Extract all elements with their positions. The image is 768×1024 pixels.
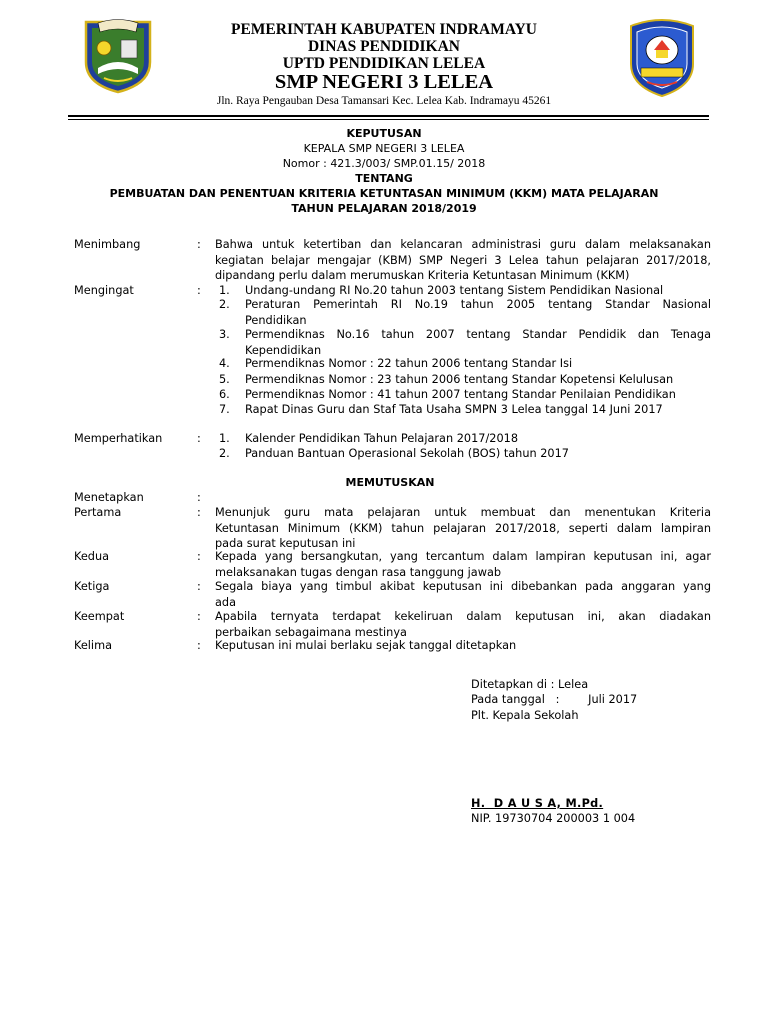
text-line: Undang-undang RI No.20 tahun 2003 tentang Sistem Pendidikan Nasional xyxy=(245,284,664,297)
text-line: Permendiknas Nomor : 23 tahun 2006 tentang Standar Kopetensi Kelulusan xyxy=(245,373,674,386)
text-line: dipandang perlu dalam merumuskan Kriteria Ketuntasan Minimum (KKM) xyxy=(215,269,630,282)
colon: : xyxy=(197,238,201,251)
ketiga-label: Ketiga xyxy=(74,580,110,593)
mengingat-item xyxy=(245,327,711,358)
list-number: 7. xyxy=(219,403,230,416)
text-line: kegiatan belajar mengajar (KBM) SMP Negeri 3 Lelea tahun pelajaran 2017/2018, xyxy=(215,253,711,267)
text-line: pada surat keputusan ini xyxy=(215,537,356,550)
mengingat-item xyxy=(245,372,711,388)
text-line: Permendiknas No.16 tahun 2007 tentang Standar Pendidik dan Tenaga xyxy=(245,328,711,341)
menimbang-text xyxy=(215,237,711,284)
menetapkan-label: Menetapkan xyxy=(74,491,144,504)
text-line: Ketuntasan Minimum (KKM) tahun pelajaran 2017/2018, seperti dalam lampiran xyxy=(215,521,711,535)
text-line: Panduan Bantuan Operasional Sekolah (BOS) tahun 2017 xyxy=(245,447,569,460)
mengingat-item xyxy=(245,402,711,418)
mengingat-item xyxy=(245,387,711,403)
ketiga-text xyxy=(215,579,711,610)
text-line: Segala biaya yang timbul akibat keputusan ini dibebankan pada anggaran yang xyxy=(215,580,711,593)
list-number: 4. xyxy=(219,357,230,370)
colon: : xyxy=(197,580,201,593)
signature-place: Ditetapkan di : Lelea xyxy=(471,678,589,691)
text-line: Kependidikan xyxy=(245,343,322,357)
text-line: ada xyxy=(215,595,237,609)
memperhatikan-item xyxy=(245,431,711,447)
letterhead-uptd: UPTD PENDIDIKAN LELEA xyxy=(282,55,486,72)
kedua-label: Kedua xyxy=(74,550,110,563)
kedua-text xyxy=(215,549,711,580)
signature-date: Pada tanggal : Juli 2017 xyxy=(471,693,638,706)
list-number: 1. xyxy=(219,432,230,445)
text-line: Menunjuk guru mata pelajaran untuk membuat dan menentukan Kriteria xyxy=(215,506,711,519)
colon: : xyxy=(197,506,201,519)
letterhead-divider-thick xyxy=(68,115,709,117)
text-line: Rapat Dinas Guru dan Staf Tata Usaha SMPN 3 Lelea tanggal 14 Juni 2017 xyxy=(245,403,663,416)
mengingat-item xyxy=(245,297,711,328)
text-line: Apabila ternyata terdapat kekeliruan dalam keputusan ini, akan diadakan xyxy=(215,610,711,623)
colon: : xyxy=(197,610,201,623)
colon: : xyxy=(197,639,201,652)
text-line: Peraturan Pemerintah RI No.19 tahun 2005 tentang Standar Nasional xyxy=(245,298,711,311)
memperhatikan-item xyxy=(245,446,711,462)
text-line: Kepada yang bersangkutan, yang tercantum dalam lampiran keputusan ini, agar xyxy=(215,550,711,563)
decree-issuer: KEPALA SMP NEGERI 3 LELEA xyxy=(303,142,465,155)
mengingat-item xyxy=(245,356,711,372)
text-line: Permendiknas Nomor : 41 tahun 2007 tentang Standar Penilaian Pendidikan xyxy=(245,388,676,401)
decree-title: KEPUTUSAN xyxy=(346,127,422,140)
memperhatikan-label: Memperhatikan xyxy=(74,432,163,445)
decree-subject-line1: PEMBUATAN DAN PENENTUAN KRITERIA KETUNTASAN MINIMUM (KKM) MATA PELAJARAN xyxy=(109,187,659,200)
list-number: 2. xyxy=(219,447,230,460)
list-number: 5. xyxy=(219,373,230,386)
text-line: Permendiknas Nomor : 22 tahun 2006 tentang Standar Isi xyxy=(245,357,573,370)
letterhead-address: Jln. Raya Pengauban Desa Tamansari Kec. Lelea Kab. Indramayu 45261 xyxy=(216,95,552,107)
text-line: perbaikan sebagaimana mestinya xyxy=(215,625,407,639)
list-number: 3. xyxy=(219,328,230,341)
keempat-label: Keempat xyxy=(74,610,125,623)
colon: : xyxy=(197,491,201,504)
text-line: Kalender Pendidikan Tahun Pelajaran 2017/2018 xyxy=(245,432,519,445)
letterhead-department: DINAS PENDIDIKAN xyxy=(307,38,460,55)
text-line: melaksanakan tugas dengan rasa tanggung jawab xyxy=(215,565,502,579)
signatory-nip: NIP. 19730704 200003 1 004 xyxy=(471,812,636,825)
list-number: 6. xyxy=(219,388,230,401)
list-number: 1. xyxy=(219,284,230,297)
decree-subject-line2: TAHUN PELAJARAN 2018/2019 xyxy=(291,202,477,215)
signatory-name: H. D A U S A, M.Pd. xyxy=(471,797,604,810)
memutuskan-heading: MEMUTUSKAN xyxy=(345,476,435,489)
keempat-text xyxy=(215,609,711,640)
signature-position: Plt. Kepala Sekolah xyxy=(471,709,579,722)
text-line: Pendidikan xyxy=(245,313,307,327)
kelima-label: Kelima xyxy=(74,639,112,652)
letterhead-school-name: SMP NEGERI 3 LELEA xyxy=(274,71,494,93)
pertama-label: Pertama xyxy=(74,506,122,519)
colon: : xyxy=(197,550,201,563)
list-number: 2. xyxy=(219,298,230,311)
letterhead-divider-thin xyxy=(68,119,709,120)
pertama-text xyxy=(215,505,711,552)
kelima-text xyxy=(215,638,711,654)
text-line: Bahwa untuk ketertiban dan kelancaran administrasi guru dalam melaksanakan xyxy=(215,238,711,251)
menimbang-label: Menimbang xyxy=(74,238,141,251)
mengingat-label: Mengingat xyxy=(74,284,134,297)
decree-number: Nomor : 421.3/003/ SMP.01.15/ 2018 xyxy=(282,157,486,170)
colon: : xyxy=(197,432,201,445)
letterhead-government: PEMERINTAH KABUPATEN INDRAMAYU xyxy=(231,21,537,38)
text-line: Keputusan ini mulai berlaku sejak tanggal ditetapkan xyxy=(215,639,517,652)
colon: : xyxy=(197,284,201,297)
decree-about-heading: TENTANG xyxy=(355,172,413,185)
